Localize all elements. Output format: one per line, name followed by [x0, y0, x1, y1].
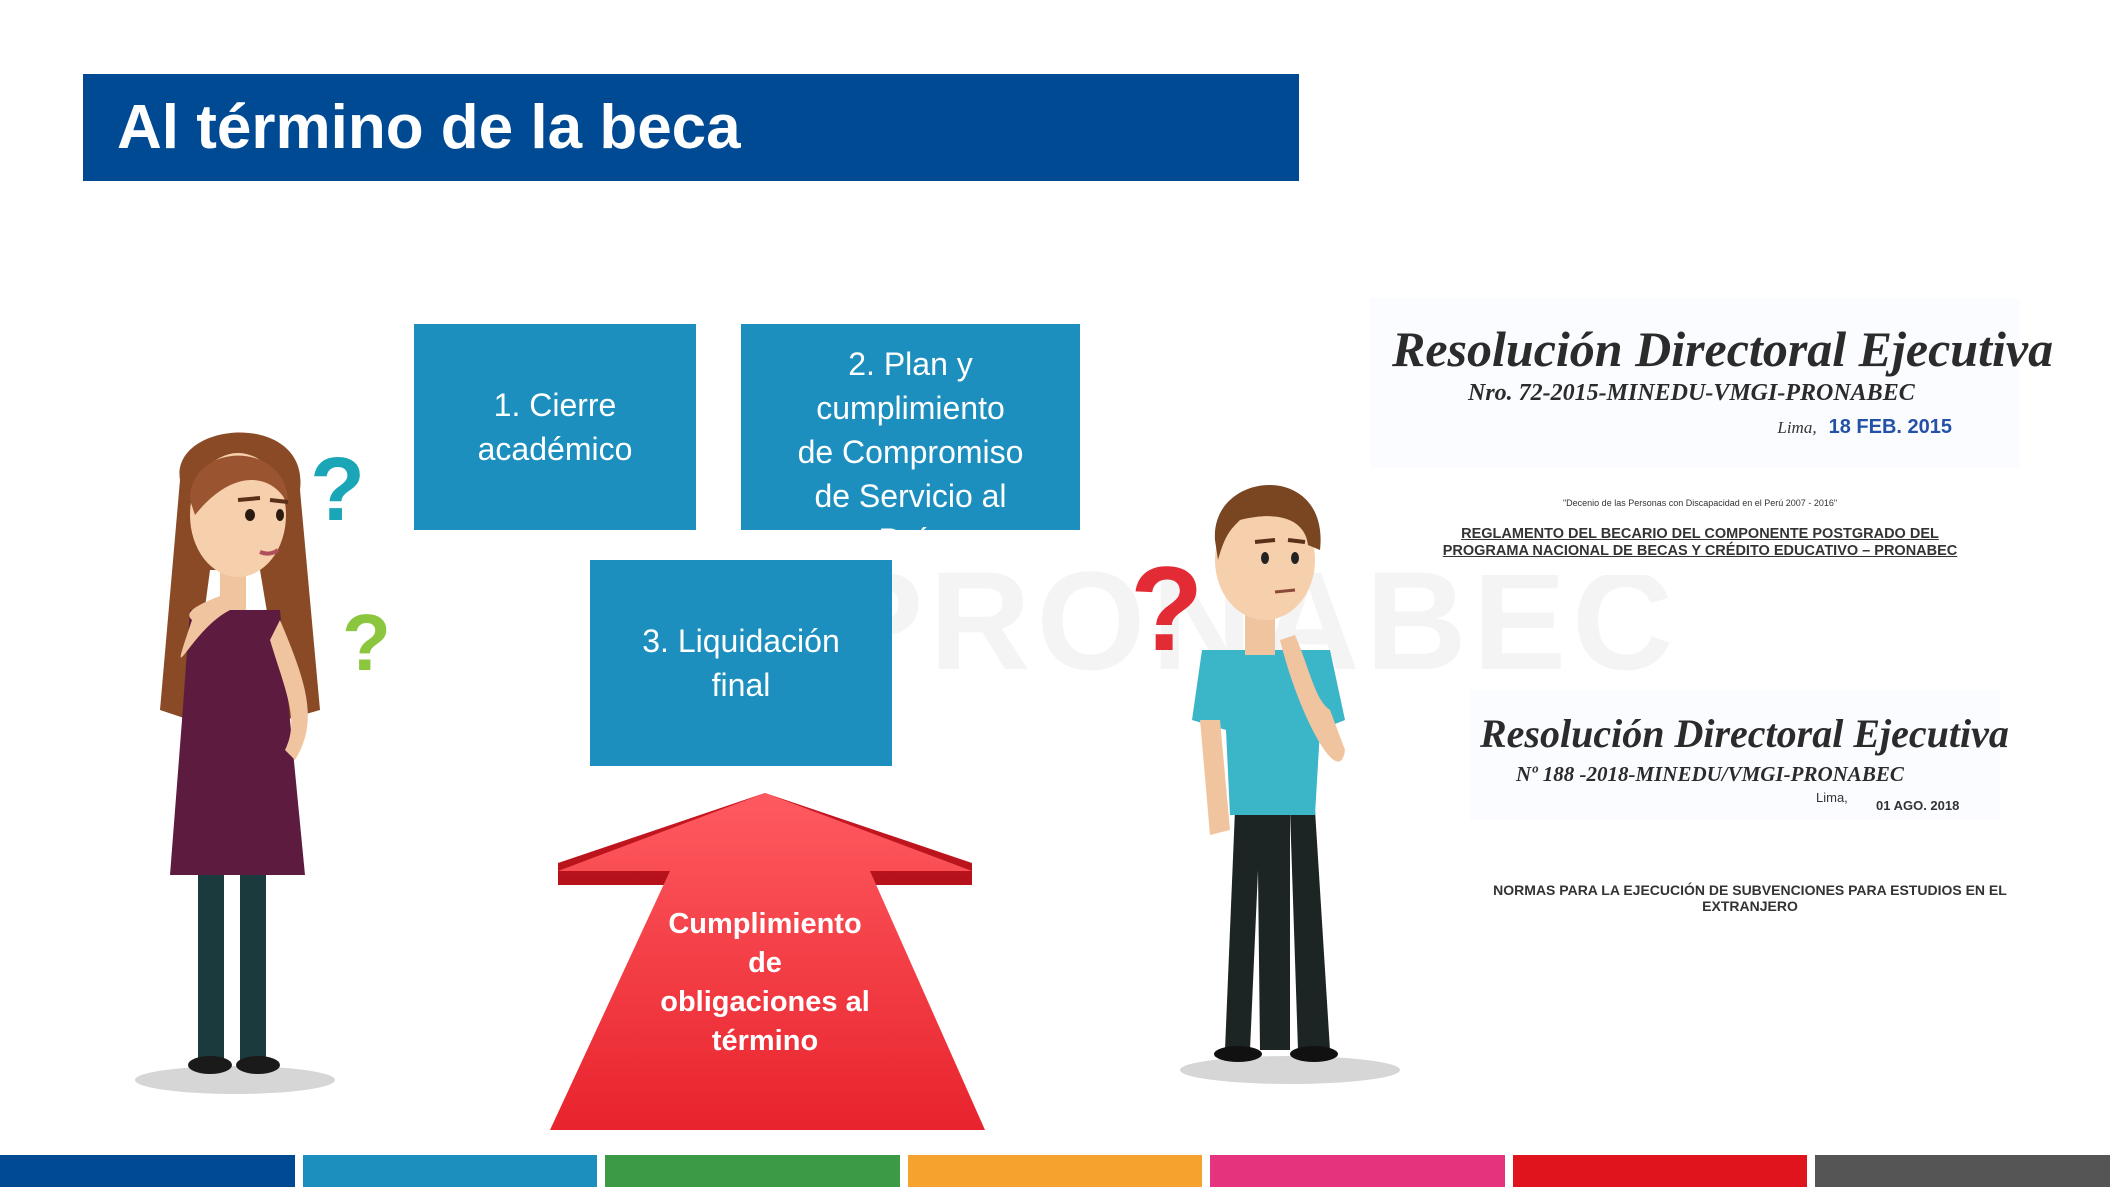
arrow-label: Cumplimiento de obligaciones al término — [660, 908, 870, 1057]
document-title: Resolución Directoral Ejecutiva — [1392, 321, 2054, 377]
strip-segment — [605, 1155, 900, 1187]
bottom-color-strip — [0, 1155, 2110, 1187]
strip-segment — [1815, 1155, 2110, 1187]
regulation-title: REGLAMENTO DEL BECARIO DEL COMPONENTE POSTGRADO DEL PROGRAMA NACIONAL DE BECAS Y CRÉDITO EDUCATIVO – PRONABEC — [1442, 526, 1958, 559]
step-box-cierre — [414, 324, 696, 530]
document-number: Nro. 72-2015-MINEDU-VMGI-PRONABEC — [1468, 380, 1915, 406]
document-date-line — [1777, 416, 1952, 439]
slide-title: Al término de la beca — [117, 93, 741, 162]
strip-segment — [0, 1155, 295, 1187]
strip-segment — [303, 1155, 598, 1187]
document-date: 18 FEB. 2015 — [1828, 416, 1952, 438]
step-label: 1. Cierre académico — [477, 387, 633, 467]
norms-heading — [1480, 860, 2020, 920]
strip-segment — [1513, 1155, 1808, 1187]
document-place: Lima, — [1777, 418, 1817, 437]
norms-title: NORMAS PARA LA EJECUCIÓN DE SUBVENCIONES PARA ESTUDIOS EN EL EXTRANJERO — [1493, 882, 2007, 914]
green-question-mark-icon: ? — [342, 598, 391, 687]
regulation-heading — [1440, 490, 1960, 575]
document-number: Nº 188 -2018-MINEDU/VMGI-PRONABEC — [1516, 762, 1904, 786]
teal-question-mark-icon: ? — [310, 440, 365, 540]
step-label: 2. Plan y cumplimiento de Compromiso de Servicio al País — [797, 346, 1024, 558]
strip-segment — [908, 1155, 1203, 1187]
document-place: Lima, — [1816, 790, 1848, 805]
document-title: Resolución Directoral Ejecutiva — [1480, 711, 2009, 756]
title-bar — [83, 74, 1299, 181]
step-label: 3. Liquidación final — [642, 623, 840, 703]
step-box-plan — [741, 324, 1080, 558]
resolution-header-2015 — [1370, 298, 2054, 468]
step-box-liquidacion — [590, 560, 892, 766]
thinking-woman-illustration — [110, 420, 410, 1100]
decade-caption: "Decenio de las Personas con Discapacidad en el Perú 2007 - 2016" — [1562, 498, 1838, 508]
thinking-man-illustration — [1130, 450, 1430, 1090]
red-question-mark-icon: ? — [1130, 542, 1204, 676]
resolution-header-2018 — [1470, 690, 2009, 820]
document-date: 01 AGO. 2018 — [1876, 798, 1960, 813]
strip-segment — [1210, 1155, 1505, 1187]
